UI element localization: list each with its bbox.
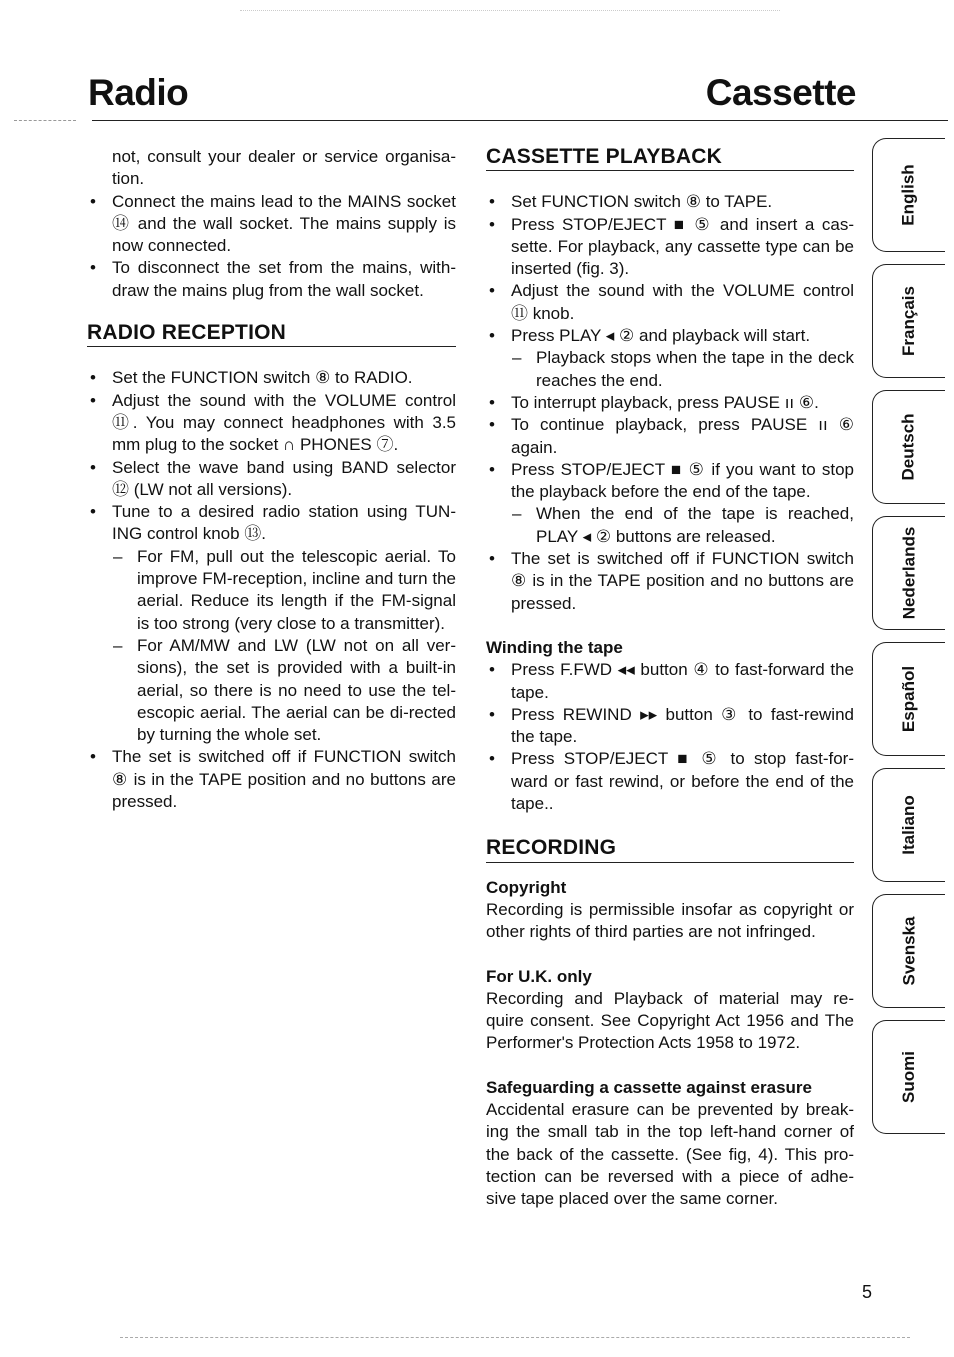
winding-bullet-list bbox=[486, 659, 854, 815]
section-heading-radio-reception: RADIO RECEPTION bbox=[87, 322, 456, 347]
list-item-text: Press PLAY ◂ ② and playback will start. bbox=[511, 326, 811, 346]
subheading-copyright: Copyright bbox=[486, 877, 567, 897]
tab-nederlands[interactable] bbox=[872, 516, 945, 630]
list-item: • To continue playback, press PAUSE ıı ⑥ again. bbox=[511, 414, 854, 459]
left-column bbox=[87, 146, 456, 813]
section-heading-recording: RECORDING bbox=[486, 837, 854, 862]
list-item bbox=[112, 501, 456, 746]
list-item: • Press STOP/EJECT ■ ⑤ and insert a cas-sette. For playback, any cassette type can be inserted (fig. 3). bbox=[511, 214, 854, 281]
tab-espanol[interactable] bbox=[872, 642, 945, 756]
right-column bbox=[486, 146, 854, 1210]
page-title-radio: Radio bbox=[88, 72, 189, 113]
list-item: • To disconnect the set from the mains, with-draw the mains plug from the wall socket. bbox=[112, 257, 456, 302]
list-item: • Set FUNCTION switch ⑧ to TAPE. bbox=[511, 191, 854, 213]
aerial-dash-list bbox=[112, 546, 456, 747]
tab-label: Nederlands bbox=[899, 526, 918, 620]
tab-francais[interactable] bbox=[872, 264, 945, 378]
list-item: • Select the wave band using BAND selector ⑫ (LW not all versions). bbox=[112, 457, 456, 502]
list-item: • Adjust the sound with the VOLUME control ⑪. You may connect headphones with 3.5 mm plug to the socket ∩ PHONES ⑦. bbox=[112, 390, 456, 457]
tab-label: Suomi bbox=[898, 1051, 918, 1103]
subheading-uk-only: For U.K. only bbox=[486, 966, 592, 986]
tab-deutsch[interactable] bbox=[872, 390, 945, 504]
scan-artifact-bottom bbox=[120, 1337, 910, 1338]
dash-item: – For AM/MW and LW (LW not on all ver-sions), the set is provided with a built-in aerial, so there is no need to use the tel-escopic aerial. The aerial can be di-rected by turning the whole set. bbox=[137, 635, 456, 746]
page-title-cassette: Cassette bbox=[705, 72, 856, 113]
dash-item: – For FM, pull out the telescopic aerial. To improve FM-reception, incline and turn the aerial. Reduce its length if the FM-signal is too strong (very close to a transmitter). bbox=[137, 546, 456, 635]
list-item: • Press F.FWD ◂◂ button ④ to fast-forward the tape. bbox=[511, 659, 854, 704]
tab-svenska[interactable] bbox=[872, 894, 945, 1008]
list-item: • Adjust the sound with the VOLUME control ⑪ knob. bbox=[511, 280, 854, 325]
list-item bbox=[511, 459, 854, 548]
list-item-text: Press STOP/EJECT ■ ⑤ if you want to stop the playback before the end of the tape. bbox=[511, 459, 854, 502]
uk-text: Recording and Playback of material may re-quire consent. See Copyright Act 1956 and The Performer's Protection Acts 1958 to 1972. bbox=[486, 988, 854, 1053]
list-item: • The set is switched off if FUNCTION switch ⑧ is in the TAPE position and no buttons are pressed. bbox=[112, 746, 456, 813]
safeguard-text: Accidental erasure can be prevented by break-ing the small tab in the top left-hand corner of the back of the cassette. (See fig, 4). This pro-tection can be reversed with a piece of adhe-sive tape placed over the same corner. bbox=[486, 1099, 854, 1209]
tab-label: Italiano bbox=[898, 795, 918, 855]
subheading-winding: Winding the tape bbox=[486, 637, 623, 657]
tab-label: Français bbox=[899, 286, 918, 356]
tab-label: Español bbox=[899, 665, 918, 733]
subheading-safeguarding: Safeguarding a cassette against erasure bbox=[486, 1077, 812, 1097]
section-heading-cassette-playback: CASSETTE PLAYBACK bbox=[486, 146, 854, 171]
scan-artifact-left bbox=[14, 120, 76, 121]
dash-item: – When the end of the tape is reached, PLAY ◂ ② buttons are released. bbox=[536, 503, 854, 548]
tab-italiano[interactable] bbox=[872, 768, 945, 882]
tab-label: Svenska bbox=[899, 916, 918, 986]
mains-bullet-list bbox=[112, 191, 456, 302]
tab-suomi[interactable] bbox=[872, 1020, 945, 1134]
header-rule bbox=[92, 120, 948, 121]
stop-dash-list bbox=[511, 503, 854, 548]
list-item: • Press REWIND ▸▸ button ③ to fast-rewind the tape. bbox=[511, 704, 854, 749]
playback-dash-list bbox=[511, 347, 854, 392]
playback-bullet-list bbox=[486, 191, 854, 615]
tab-label: English bbox=[899, 164, 918, 226]
list-item: • To interrupt playback, press PAUSE ıı ⑥. bbox=[511, 392, 854, 414]
scan-artifact-top bbox=[240, 10, 780, 11]
list-item-text: Tune to a desired radio station using TUN-ING control knob ⑬. bbox=[112, 502, 456, 544]
dash-item: – Playback stops when the tape in the deck reaches the end. bbox=[536, 347, 854, 392]
tab-label: Deutsch bbox=[898, 413, 918, 481]
list-item: • The set is switched off if FUNCTION switch ⑧ is in the TAPE position and no buttons are pressed. bbox=[511, 548, 854, 615]
list-item: • Set the FUNCTION switch ⑧ to RADIO. bbox=[112, 367, 456, 389]
page-number: 5 bbox=[862, 1282, 873, 1302]
copyright-text: Recording is permissible insofar as copyright or other rights of third parties are not infringed. bbox=[486, 899, 854, 942]
list-item: • Press STOP/EJECT ■ ⑤ to stop fast-for-ward or fast rewind, or before the end of the tape.. bbox=[511, 748, 854, 815]
intro-text: not, consult your dealer or service organisa-tion. bbox=[112, 147, 456, 189]
radio-bullet-list bbox=[112, 367, 456, 813]
tab-english[interactable] bbox=[872, 138, 945, 252]
list-item: • Connect the mains lead to the MAINS socket ⑭ and the wall socket. The mains supply is now connected. bbox=[112, 191, 456, 258]
list-item bbox=[511, 325, 854, 392]
